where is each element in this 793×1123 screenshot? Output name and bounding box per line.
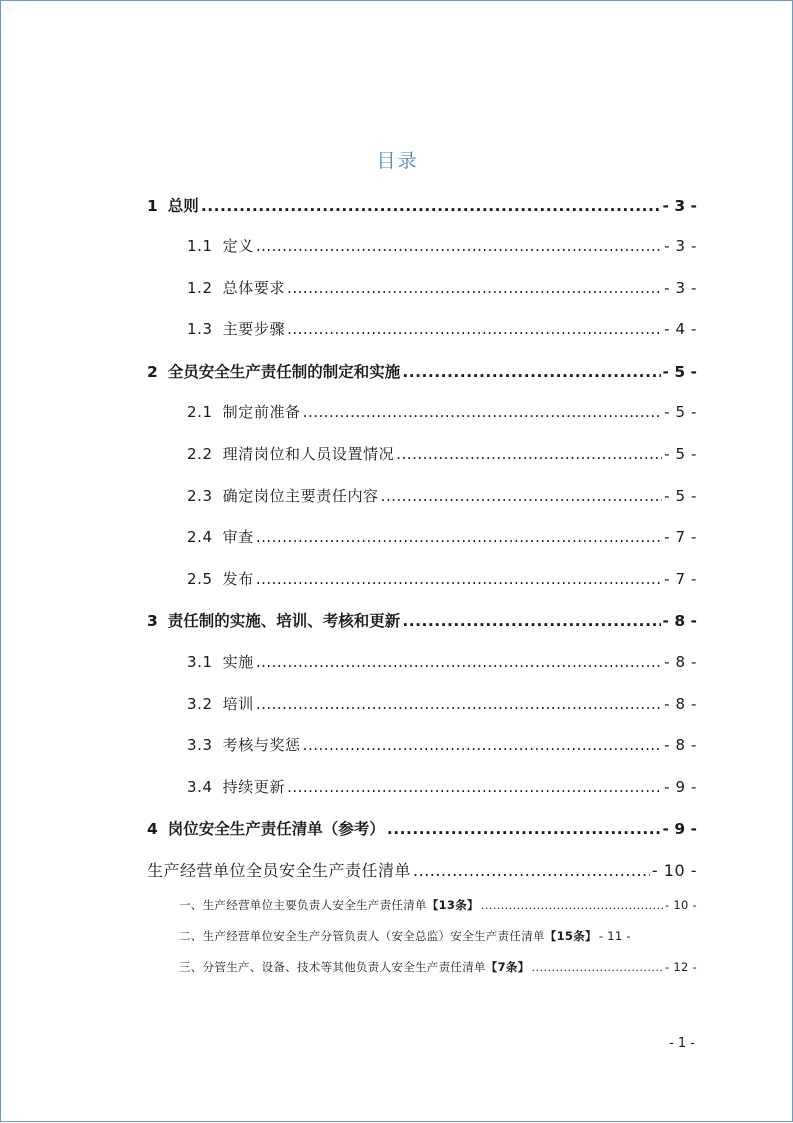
- toc-entry-label: 生产经营单位全员安全生产责任清单: [147, 861, 412, 880]
- toc-entry-1[interactable]: [147, 194, 697, 216]
- dot-leader: [287, 279, 662, 297]
- dot-leader: [256, 653, 662, 671]
- toc-entry-number: 2.2: [187, 445, 213, 463]
- dot-leader: [256, 237, 662, 255]
- page-number: - 1 -: [669, 1036, 695, 1051]
- toc-entry-list-3[interactable]: [179, 959, 697, 975]
- toc-entry-2-4[interactable]: [187, 526, 697, 547]
- toc-entry-label: 全员安全生产责任制的制定和实施: [167, 363, 401, 381]
- toc-entry-label: 理清岗位和人员设置情况: [222, 445, 395, 463]
- toc-entry-list-1[interactable]: [179, 897, 697, 913]
- toc-entry-number: 1.3: [187, 320, 213, 338]
- toc-entry-page: - 3 -: [662, 197, 697, 215]
- toc-entry-label: 二、生产经营单位安全生产分管负责人（安全总监）安全生产责任清单: [179, 929, 545, 943]
- toc-entry-page: - 12 -: [664, 960, 697, 974]
- dot-leader: [532, 961, 663, 974]
- toc-entry-page: - 5 -: [664, 487, 697, 505]
- toc-entry-responsibility-list[interactable]: [147, 858, 697, 881]
- dot-leader: [256, 528, 662, 546]
- toc-entry-label: 考核与奖惩: [222, 736, 301, 754]
- dot-leader: [402, 612, 660, 630]
- dot-leader: [303, 736, 662, 754]
- toc-entry-label: 主要步骤: [222, 320, 286, 338]
- toc-entry-label: 制定前准备: [222, 403, 301, 421]
- toc-entry-number: 3: [147, 612, 158, 630]
- dot-leader: [413, 861, 650, 880]
- toc-title: 目录: [376, 150, 419, 172]
- toc-entry-2-2[interactable]: [187, 443, 697, 464]
- toc-entry-2-3[interactable]: [187, 485, 697, 506]
- toc-entry-number: 2.5: [187, 570, 213, 588]
- toc-entry-number: 3.4: [187, 778, 213, 796]
- toc-entry-number: 1.1: [187, 237, 213, 255]
- dot-leader: [396, 445, 662, 463]
- toc-entry-label: 责任制的实施、培训、考核和更新: [167, 612, 401, 630]
- toc-entry-page: - 3 -: [664, 279, 697, 297]
- toc-entry-label: 三、分管生产、设备、技术等其他负责人安全生产责任清单: [179, 960, 486, 974]
- toc-entry-3-3[interactable]: [187, 734, 697, 755]
- dot-leader: [287, 778, 662, 796]
- toc-entry-label: 总体要求: [222, 279, 286, 297]
- toc-entry-count: 【15条】: [544, 929, 597, 943]
- toc-entry-1-3[interactable]: [187, 318, 697, 339]
- toc-entry-page: - 8 -: [664, 736, 697, 754]
- dot-leader: [381, 487, 662, 505]
- toc-entry-page: - 3 -: [664, 237, 697, 255]
- toc-entry-count: 【13条】: [426, 898, 479, 912]
- toc-entry-3-1[interactable]: [187, 651, 697, 672]
- toc-entry-number: 2.4: [187, 528, 213, 546]
- toc-entry-page: - 4 -: [664, 320, 697, 338]
- toc-entry-page: - 7 -: [664, 528, 697, 546]
- toc-entry-3-4[interactable]: [187, 776, 697, 797]
- table-of-contents: [1, 1, 793, 1123]
- dot-leader: [387, 820, 661, 838]
- toc-entry-page: - 8 -: [664, 695, 697, 713]
- toc-entry-list-2[interactable]: [179, 928, 726, 944]
- toc-entry-label: 一、生产经营单位主要负责人安全生产责任清单: [179, 898, 427, 912]
- toc-entry-page: - 10 -: [664, 898, 697, 912]
- toc-entry-label: 发布: [222, 570, 254, 588]
- toc-entry-number: 3.2: [187, 695, 213, 713]
- dot-leader: [481, 899, 663, 912]
- toc-entry-label: 持续更新: [222, 778, 286, 796]
- toc-entry-page: - 10 -: [651, 861, 697, 880]
- toc-entry-page: - 5 -: [664, 403, 697, 421]
- dot-leader: [201, 197, 661, 215]
- toc-entry-page: - 7 -: [664, 570, 697, 588]
- toc-entry-page: - 9 -: [664, 778, 697, 796]
- toc-entry-number: 2.3: [187, 487, 213, 505]
- toc-entry-page: - 5 -: [662, 363, 697, 381]
- toc-entry-2[interactable]: [147, 360, 697, 382]
- toc-entry-count: 【7条】: [485, 960, 530, 974]
- toc-entry-label: 岗位安全生产责任清单（参考）: [167, 820, 385, 838]
- toc-entry-number: 4: [147, 820, 158, 838]
- toc-entry-1-2[interactable]: [187, 277, 697, 298]
- toc-entry-4[interactable]: [147, 817, 697, 839]
- toc-entry-page: - 8 -: [664, 653, 697, 671]
- dot-leader: [287, 320, 662, 338]
- toc-entry-page: - 8 -: [662, 612, 697, 630]
- toc-entry-label: 总则: [167, 197, 199, 215]
- toc-entry-page: - 9 -: [662, 820, 697, 838]
- toc-entry-label: 培训: [222, 695, 254, 713]
- toc-entry-number: 3.3: [187, 736, 213, 754]
- dot-leader: [402, 363, 660, 381]
- toc-entry-number: 2.1: [187, 403, 213, 421]
- dot-leader: [303, 403, 662, 421]
- toc-entry-number: 1.2: [187, 279, 213, 297]
- toc-entry-3[interactable]: [147, 609, 697, 631]
- toc-entry-3-2[interactable]: [187, 693, 697, 714]
- toc-entry-number: 3.1: [187, 653, 213, 671]
- toc-entry-label: 实施: [222, 653, 254, 671]
- toc-entry-2-5[interactable]: [187, 568, 697, 589]
- toc-entry-1-1[interactable]: [187, 235, 697, 256]
- toc-entry-label: 审查: [222, 528, 254, 546]
- dot-leader: [256, 695, 662, 713]
- toc-entry-number: 1: [147, 197, 158, 215]
- dot-leader: [256, 570, 662, 588]
- toc-entry-label: 确定岗位主要责任内容: [222, 487, 379, 505]
- toc-entry-label: 定义: [222, 237, 254, 255]
- toc-entry-2-1[interactable]: [187, 401, 697, 422]
- toc-entry-page: - 5 -: [664, 445, 697, 463]
- toc-entry-page: - 11 -: [598, 929, 631, 943]
- toc-entry-number: 2: [147, 363, 158, 381]
